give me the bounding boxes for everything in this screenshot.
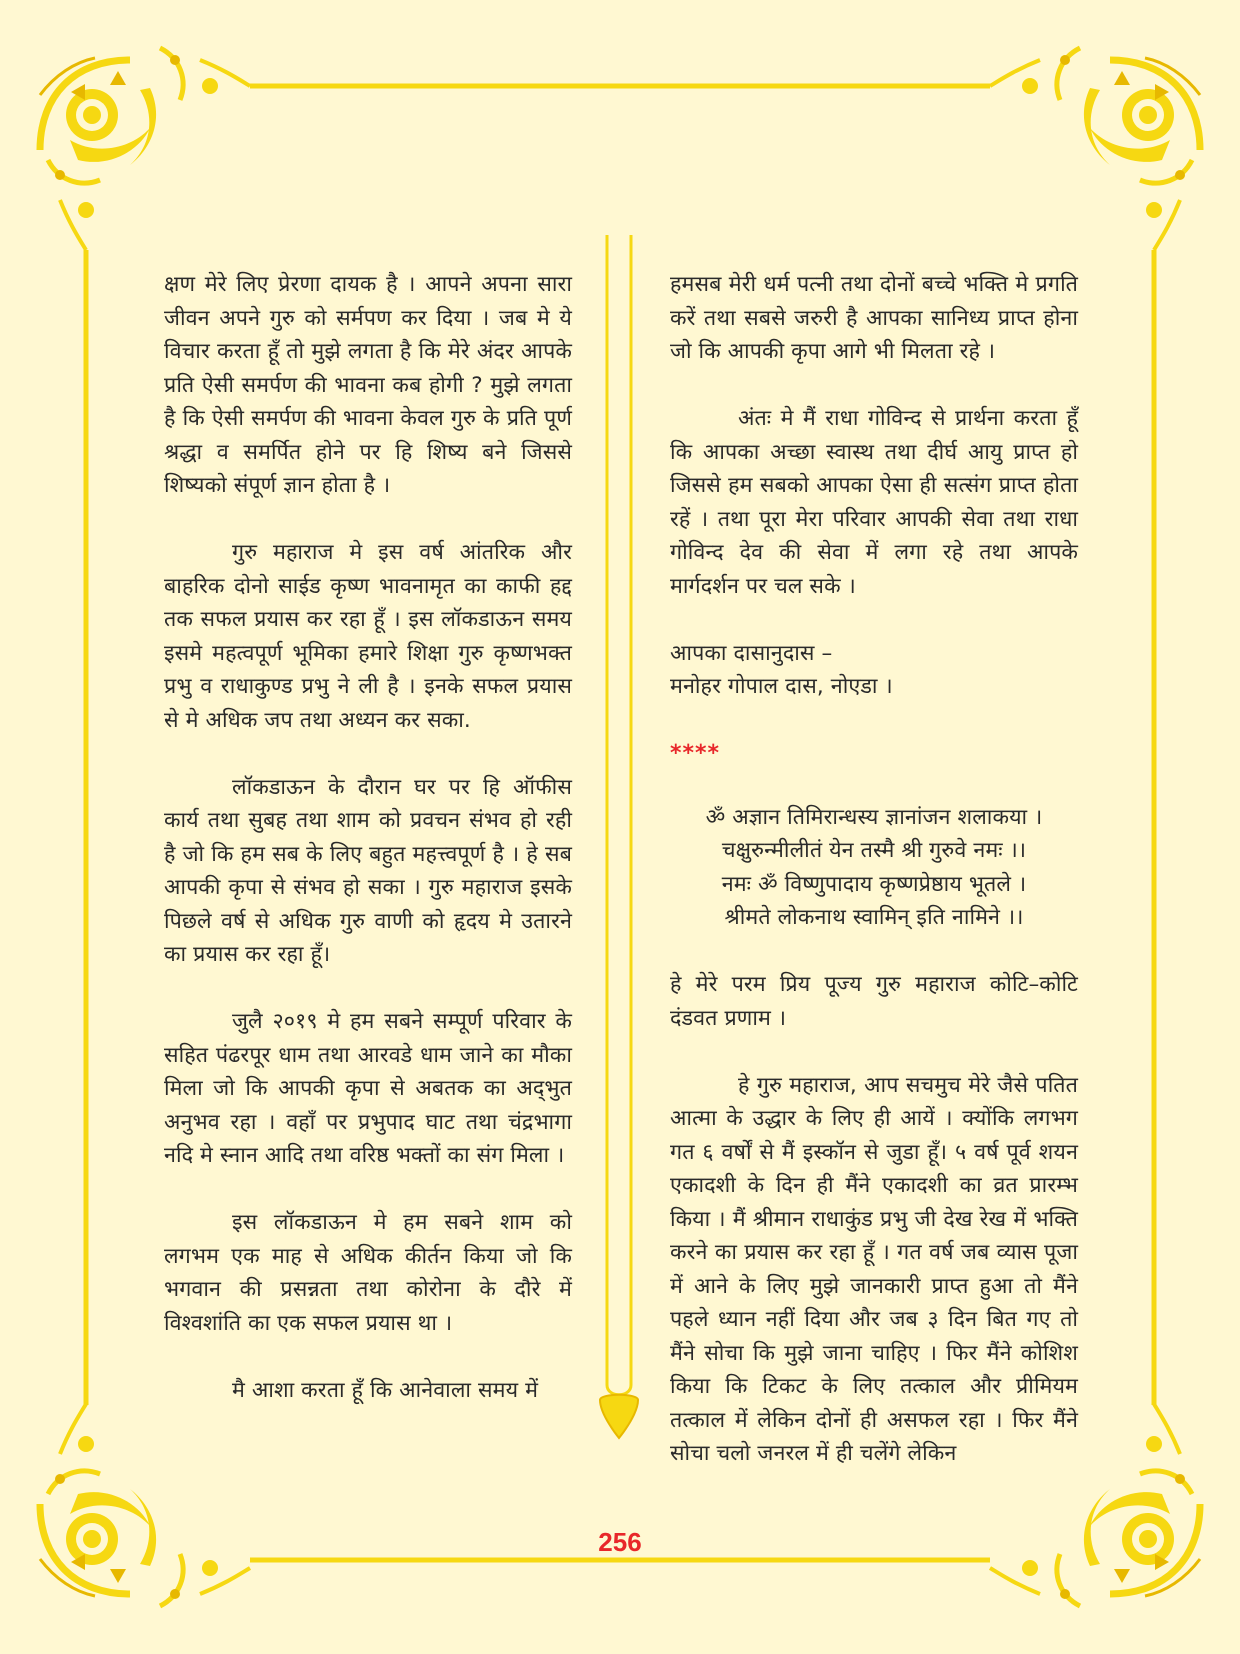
signoff: आपका दासानुदास –: [670, 640, 833, 666]
page-number: 256: [598, 1527, 642, 1557]
paragraph: हे गुरु महाराज, आप सचमुच मेरे जैसे पतित आत्मा के उद्धार के लिए ही आयें । क्योंकि लगभग गत ६ वर्षों से मैं इस्कॉन से जुडा हूँ। ५ वर्ष पूर्व शयन एकादशी के दिन ही मैंने एकादशी का व्रत प्रारम्भ किया । मैं श्रीमान राधाकुंड प्रभु जी देख रेख में भक्ति करने का प्रयास कर रहा हूँ । गत वर्ष जब व्यास पूजा में आने के लिए मुझे जानकारी प्राप्त हुआ तो मैंने पहले ध्यान नहीं दिया और जब ३ दिन बित गए तो मैंने सोचा कि मुझे जाना चाहिए । फिर मैंने कोशिश किया कि टिकट के लिए तत्काल और प्रीमियम तत्काल में लेकिन दोनों ही असफल रहा । फिर मैंने सोचा चलो जनरल में ही चलेंगे लेकिन: [670, 1072, 1078, 1466]
corner-ornament-top-left: [40, 48, 250, 250]
signature: मनोहर गोपाल दास, नोएडा ।: [670, 674, 893, 699]
left-column: [164, 268, 572, 1407]
verse-line: चक्षुरुन्मीलीतं येन तस्मै श्री गुरुवे नमः ।।: [721, 838, 1027, 863]
corner-ornament-bottom-left: [40, 1404, 250, 1606]
corner-ornament-top-right: [990, 48, 1200, 250]
paragraph: हे मेरे परम प्रिय पूज्य गुरु महाराज कोटि–कोटि दंडवत प्रणाम ।: [670, 972, 1078, 1031]
verse-line: ॐ अज्ञान तिमिरान्धस्य ज्ञानांजन शलाकया ।: [705, 804, 1043, 830]
paragraph: इस लॉकडाऊन मे हम सबने शाम को लगभम एक माह से अधिक कीर्तन किया जो कि भगवान की प्रसन्नता तथा कोरोना के दौरे में विश्वशांति का एक सफल प्रयास था ।: [164, 1210, 572, 1336]
section-divider-stars: ****: [670, 741, 721, 766]
sanskrit-verse: [670, 801, 1078, 935]
paragraph: गुरु महाराज मे इस वर्ष आंतरिक और बाहरिक दोनो साईड कृष्ण भावनामृत का काफी हद्द तक सफल प्रयास कर रहा हूँ । इस लॉकडाऊन समय इसमे महत्वपूर्ण भूमिका हमारे शिक्षा गुरु कृष्णभक्त प्रभु व राधाकुण्ड प्रभु ने ली है । इनके सफल प्रयास से मे अधिक जप तथा अध्यन कर सका.: [164, 540, 572, 733]
paragraph: लॉकडाऊन के दौरान घर पर हि ऑफीस कार्य तथा सुबह तथा शाम को प्रवचन संभव हो रही है जो कि हम सब के लिए बहुत महत्त्वपूर्ण है । हे सब आपकी कृपा से संभव हो सका । गुरु महाराज इसके पिछले वर्ष से अधिक गुरु वाणी को हृदय मे उतारने का प्रयास कर रहा हूँ।: [164, 774, 572, 967]
paragraph: अंतः मे मैं राधा गोविन्द से प्रार्थना करता हूँ कि आपका अच्छा स्वास्थ तथा दीर्घ आयु प्राप्त हो जिससे हम सबको आपका ऐसा ही सत्संग प्राप्त होता रहें । तथा पूरा मेरा परिवार आपकी सेवा तथा राधा गोविन्द देव की सेवा में लगा रहे तथा आपके मार्गदर्शन पर चल सके ।: [670, 406, 1078, 599]
paragraph: क्षण मेरे लिए प्रेरणा दायक है । आपने अपना सारा जीवन अपने गुरु को सर्मपण कर दिया । जब मे ये विचार करता हूँ तो मुझे लगता है कि मेरे अंदर आपके प्रति ऐसी समर्पण की भावना कब होगी ? मुझे लगता है कि ऐसी समर्पण की भावना केवल गुरु के प्रति पूर्ण श्रद्धा व समर्पित होने पर हि शिष्य बने जिससे शिष्यको संपूर्ण ज्ञान होता है ।: [164, 272, 572, 498]
verse-line: नमः ॐ विष्णुपादाय कृष्णप्रेष्ठाय भूतले ।: [721, 871, 1027, 897]
right-column: [670, 268, 1078, 1471]
paragraph: जुलै २०१९ मे हम सबने सम्पूर्ण परिवार के सहित पंढरपूर धाम तथा आरवडे धाम जाने का मौका मिला जो कि आपकी कृपा से अबतक का अद्‌भुत अनुभव रहा । वहाँ पर प्रभुपाद घाट तथा चंद्रभागा नदि मे स्नान आदि तथा वरिष्ठ भक्तों का संग मिला ।: [164, 1009, 572, 1168]
verse-line: श्रीमते लोकनाथ स्वामिन् इति नामिने ।।: [724, 905, 1024, 930]
paragraph: हमसब मेरी धर्म पत्नी तथा दोनों बच्चे भक्ति मे प्रगति करें तथा सबसे जरुरी है आपका सानिध्य प्राप्त होना जो कि आपकी कृपा आगे भी मिलता रहे ।: [670, 272, 1078, 364]
paragraph: मै आशा करता हूँ कि आनेवाला समय में: [232, 1377, 539, 1403]
column-divider: [600, 235, 638, 1438]
